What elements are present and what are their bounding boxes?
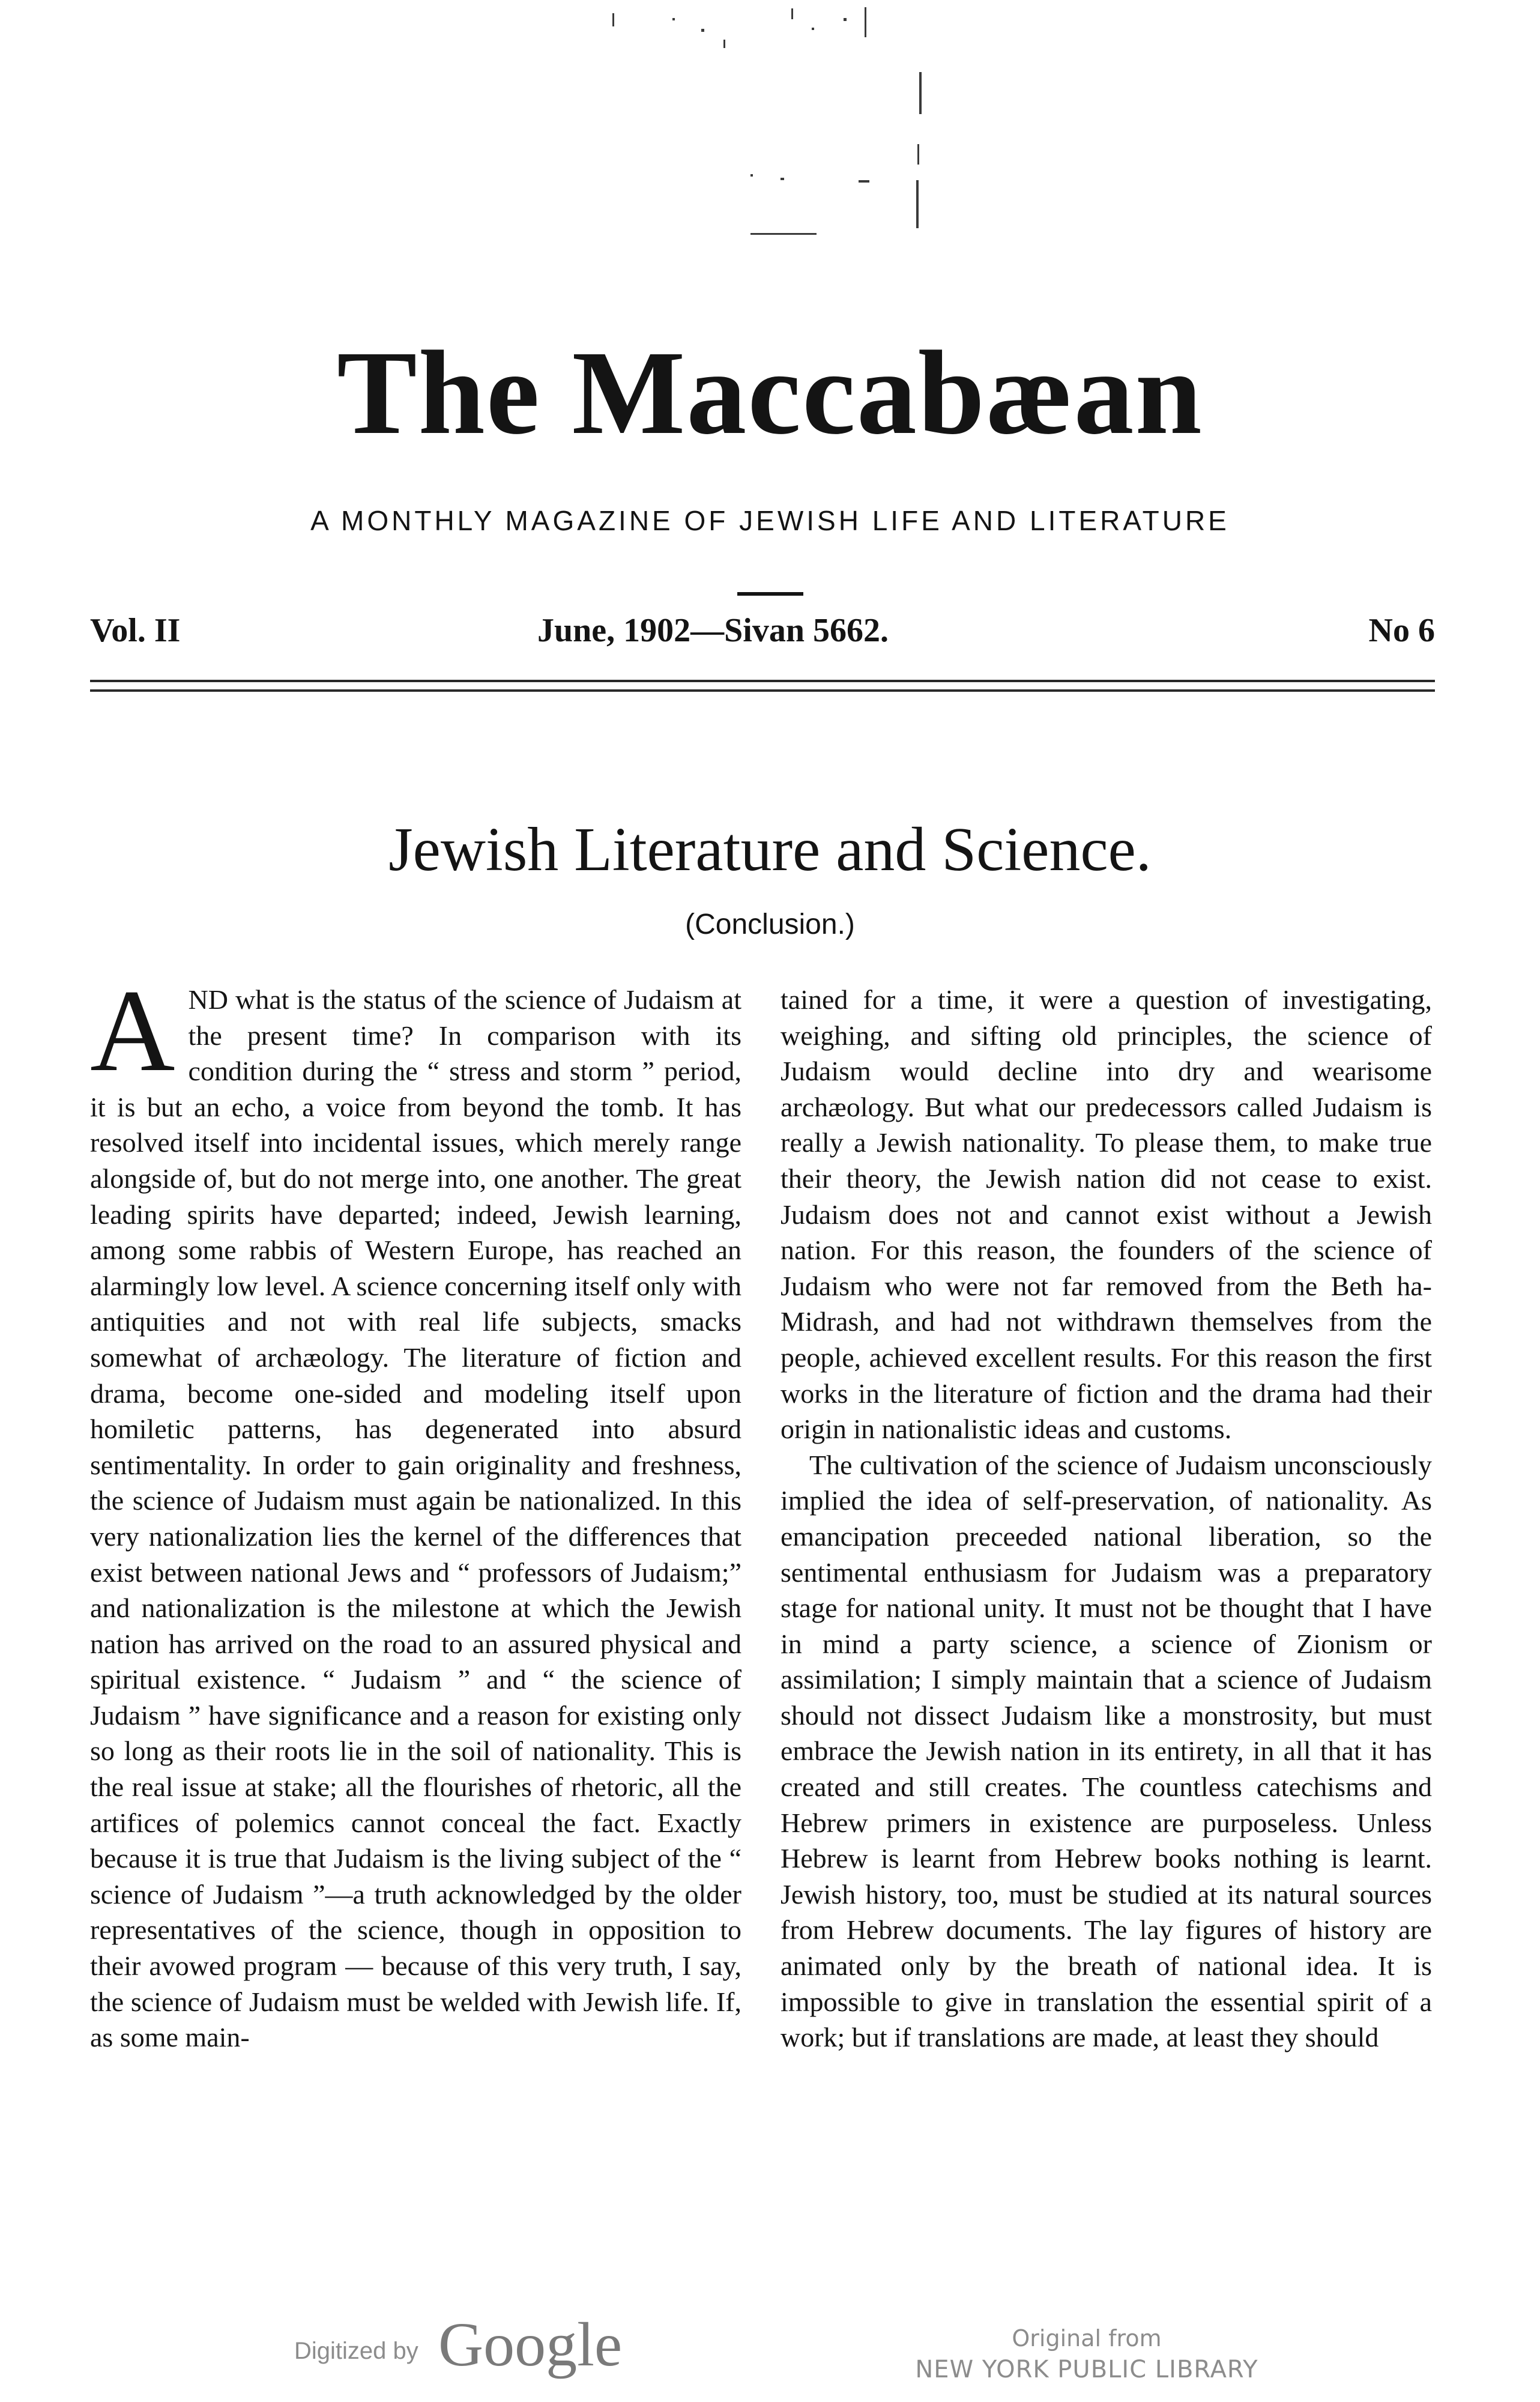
- right-paragraph-1: tained for a time, it were a question of investigating, weighing, and sifting old principles, the science of Judaism would decline into dry and wearisome archæology. But what our predecessors called Judaism is really a Jewish nationality. To please them, to make true their theory, the Jewish nation did not cease to exist. Judaism does not and cannot exist without a Jewish nation. For this reason, the founders of the science of Judaism who were not far removed from the Beth ha-Midrash, and had not withdrawn themselves from the people, achieved excellent results. For this reason the first works in the literature of fiction and the drama had their origin in nationalistic ideas and customs.: [781, 984, 1432, 1445]
- drop-cap: A: [90, 966, 175, 1096]
- digitized-by-label: Digitized by: [294, 2338, 418, 2364]
- masthead: [0, 324, 1540, 596]
- issue-number: No 6: [1368, 612, 1435, 649]
- scan-specks: [600, 0, 937, 252]
- article-title: Jewish Literature and Science.: [388, 815, 1152, 884]
- left-paragraph-text: ND what is the status of the science of Judaism at the present time? In comparison with its condition during the “ stress and storm ” period, it is but an echo, a voice from beyond the tomb. It has resolved itself into incidental issues, which merely range alongside of, but do not merge into, one another. The great leading spirits have departed; indeed, Jewish learning, among some rabbis of Western Europe, has reached an alarmingly low level. A science concerning itself only with antiquities and not with real life subjects, smacks somewhat of archæology. The literature of fiction and drama, become one-sided and modeling itself upon homiletic patterns, has degenerated into absurd sentimentality. In order to gain originality and freshness, the science of Judaism must again be nationalized. In this very nationalization lies the kernel of the differences that exist between national Jews and “ professors of Judaism;” and nationalization is the milestone at which the Jewish nation has arrived on the road to an assured physical and spiritual existence. “ Judaism ” and “ the science of Judaism ” have significance and a reason for existing only so long as their roots lie in the soil of nationality. This is the real issue at stake; all the flourishes of rhetoric, all the artifices of polemics cannot conceal the fact. Exactly because it is true that Judaism is the living subject of the “ science of Judaism ”—a truth acknowledged by the older representatives of the science, though in opposition to their avowed program — because of this very truth, I say, the science of Judaism must be welded with Jewish life. If, as some main-: [90, 984, 741, 2053]
- article-subtitle: (Conclusion.): [685, 909, 855, 940]
- original-from-label: Original from: [1012, 2325, 1162, 2352]
- header-double-rule: [90, 680, 1435, 693]
- masthead-rule: [737, 592, 803, 596]
- left-paragraph: [90, 966, 741, 2056]
- google-logo: Google: [438, 2310, 623, 2379]
- journal-title: The Maccabæan: [337, 327, 1203, 459]
- right-column: [781, 982, 1432, 2267]
- journal-subtitle: A MONTHLY MAGAZINE OF JEWISH LIFE AND LITERATURE: [310, 505, 1230, 536]
- left-column: [90, 966, 741, 2267]
- library-credit: [901, 2324, 1273, 2386]
- volume-label: Vol. II: [90, 612, 181, 649]
- right-paragraph-2: The cultivation of the science of Judaism unconsciously implied the idea of self-preservation, of nationality. As emancipation preceeded national liberation, so the sentimental enthusiasm for Judaism was a preparatory stage for national unity. It must not be thought that I have in mind a party science, a science of Zionism or assimilation; I simply maintain that a science of Judaism should not dissect Judaism like a monstrosity, but must embrace the Jewish nation in its entirety, in all that it has created and still creates. The countless catechisms and Hebrew primers in existence are purposeless. Unless Hebrew is learnt from Hebrew books nothing is learnt. Jewish history, too, must be studied at its natural sources from Hebrew documents. The lay figures of history are animated only by the breath of national idea. It is impossible to give in translation the essential spirit of a work; but if translations are made, at least they should: [781, 1449, 1432, 2053]
- issue-line: [90, 607, 1435, 655]
- library-name: NEW YORK PUBLIC LIBRARY: [915, 2356, 1258, 2383]
- issue-date: June, 1902—Sivan 5662.: [537, 612, 889, 649]
